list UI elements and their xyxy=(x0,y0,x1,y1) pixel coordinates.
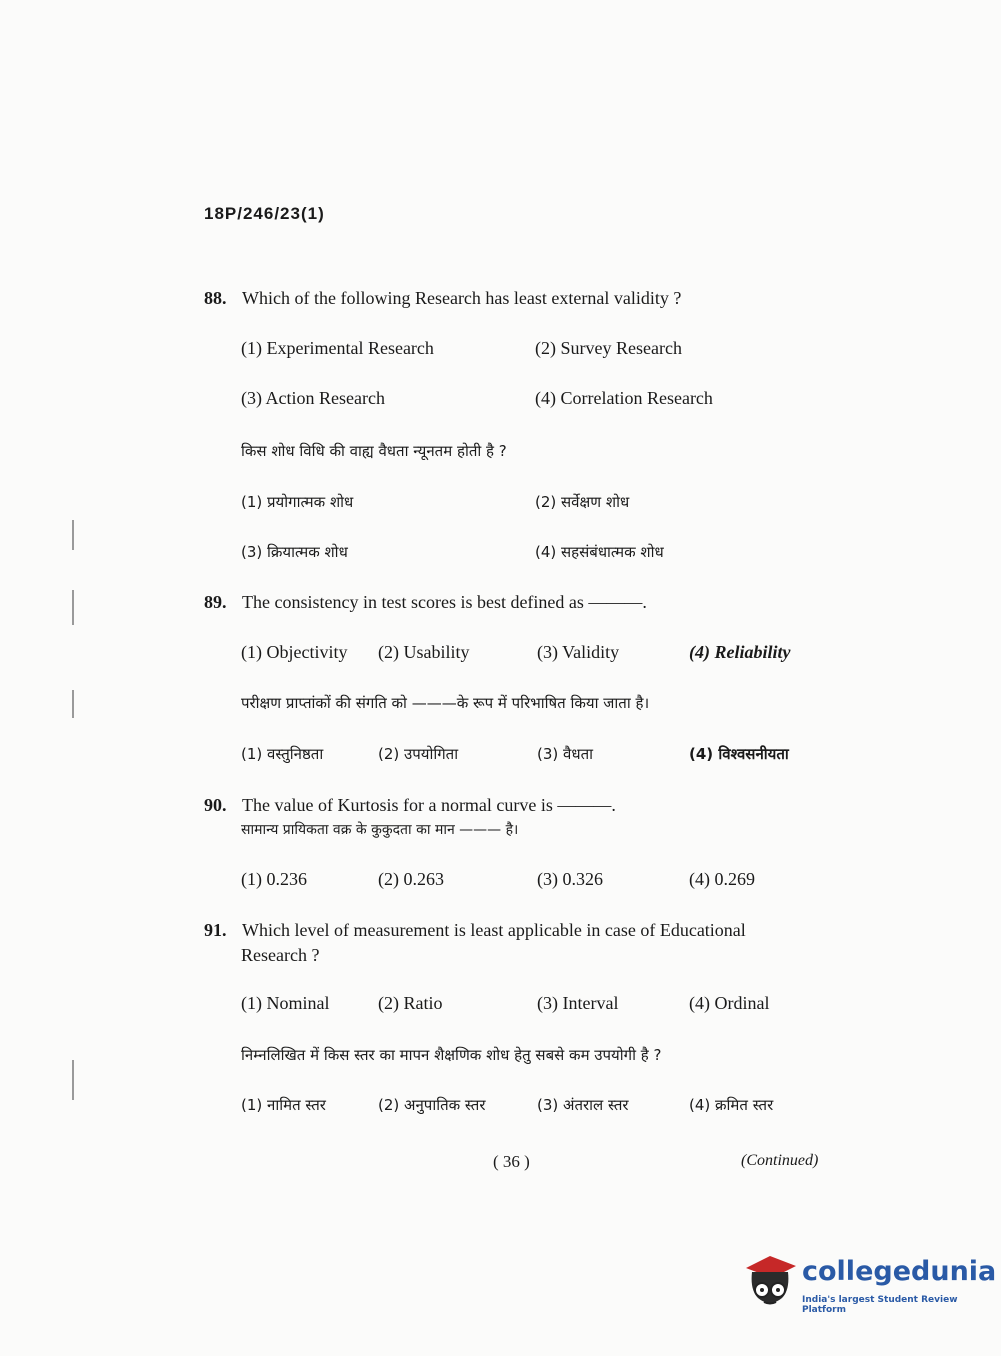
question-91 xyxy=(204,918,746,942)
question-90 xyxy=(204,793,616,817)
paper-code: 18P/246/23(1) xyxy=(204,204,325,223)
question-text-hi: किस शोध विधि की वाह्य वैधता न्यूनतम होती है ? xyxy=(241,442,507,460)
option-3: (3) 0.326 xyxy=(537,869,603,889)
question-text-en: Which of the following Research has least external validity ? xyxy=(242,288,682,308)
option-3: (3) Validity xyxy=(537,642,620,662)
scan-mark xyxy=(72,590,74,625)
logo-name: collegedunia xyxy=(802,1256,997,1287)
option-4: (4) 0.269 xyxy=(689,869,755,889)
logo-tagline: India's largest Student Review Platform xyxy=(802,1295,958,1315)
question-text-en-line2: Research ? xyxy=(241,945,320,965)
question-text-hi: निम्नलिखित में किस स्तर का मापन शैक्षणिक शोध हेतु सबसे कम उपयोगी है ? xyxy=(241,1046,662,1064)
option-3-hi: (3) अंतराल स्तर xyxy=(537,1096,629,1114)
option-2-hi: (2) सर्वेक्षण शोध xyxy=(535,493,630,511)
option-2: (2) Survey Research xyxy=(535,338,682,358)
scan-mark xyxy=(72,690,74,718)
question-number: 90. xyxy=(204,795,227,815)
question-number: 91. xyxy=(204,920,227,940)
question-text-hi: परीक्षण प्राप्तांकों की संगति को ———के रूप में परिभाषित किया जाता है। xyxy=(241,694,650,712)
question-88 xyxy=(204,286,681,310)
mascot-icon xyxy=(740,1250,800,1312)
question-number: 89. xyxy=(204,592,227,612)
question-text-hi: सामान्य प्रायिकता वक्र के कुकुदता का मान ——— है। xyxy=(241,822,519,838)
option-2: (2) 0.263 xyxy=(378,869,444,889)
option-3-hi: (3) क्रियात्मक शोध xyxy=(241,543,348,561)
option-3: (3) Action Research xyxy=(241,388,385,408)
scan-mark xyxy=(72,1060,74,1100)
option-3-hi: (3) वैधता xyxy=(537,745,594,763)
option-1-hi: (1) प्रयोगात्मक शोध xyxy=(241,493,354,511)
option-2-hi: (2) उपयोगिता xyxy=(378,745,459,763)
option-4-hi: (4) विश्वसनीयता xyxy=(689,745,789,763)
option-3: (3) Interval xyxy=(537,993,619,1013)
question-text-en-line1: Which level of measurement is least applicable in case of Educational xyxy=(242,920,746,940)
option-4-hi: (4) सहसंबंधात्मक शोध xyxy=(535,543,664,561)
option-2: (2) Usability xyxy=(378,642,470,662)
option-1-hi: (1) वस्तुनिष्ठता xyxy=(241,745,324,763)
scan-mark xyxy=(72,520,74,550)
option-1: (1) 0.236 xyxy=(241,869,307,889)
option-4-hi: (4) क्रमित स्तर xyxy=(689,1096,774,1114)
option-4: (4) Correlation Research xyxy=(535,388,713,408)
question-text-en: The consistency in test scores is best defined as ———. xyxy=(242,592,647,612)
option-4: (4) Ordinal xyxy=(689,993,770,1013)
continued-label: (Continued) xyxy=(741,1152,819,1169)
option-2-hi: (2) अनुपातिक स्तर xyxy=(378,1096,486,1114)
page-number: ( 36 ) xyxy=(493,1152,530,1171)
option-2: (2) Ratio xyxy=(378,993,443,1013)
option-1: (1) Experimental Research xyxy=(241,338,434,358)
option-1: (1) Objectivity xyxy=(241,642,348,662)
question-89 xyxy=(204,590,647,614)
collegedunia-logo xyxy=(740,1250,997,1320)
question-text-en: The value of Kurtosis for a normal curve is ———. xyxy=(242,795,616,815)
option-1: (1) Nominal xyxy=(241,993,330,1013)
question-number: 88. xyxy=(204,288,227,308)
option-4-answer: (4) Reliability xyxy=(689,642,791,662)
option-1-hi: (1) नामित स्तर xyxy=(241,1096,326,1114)
